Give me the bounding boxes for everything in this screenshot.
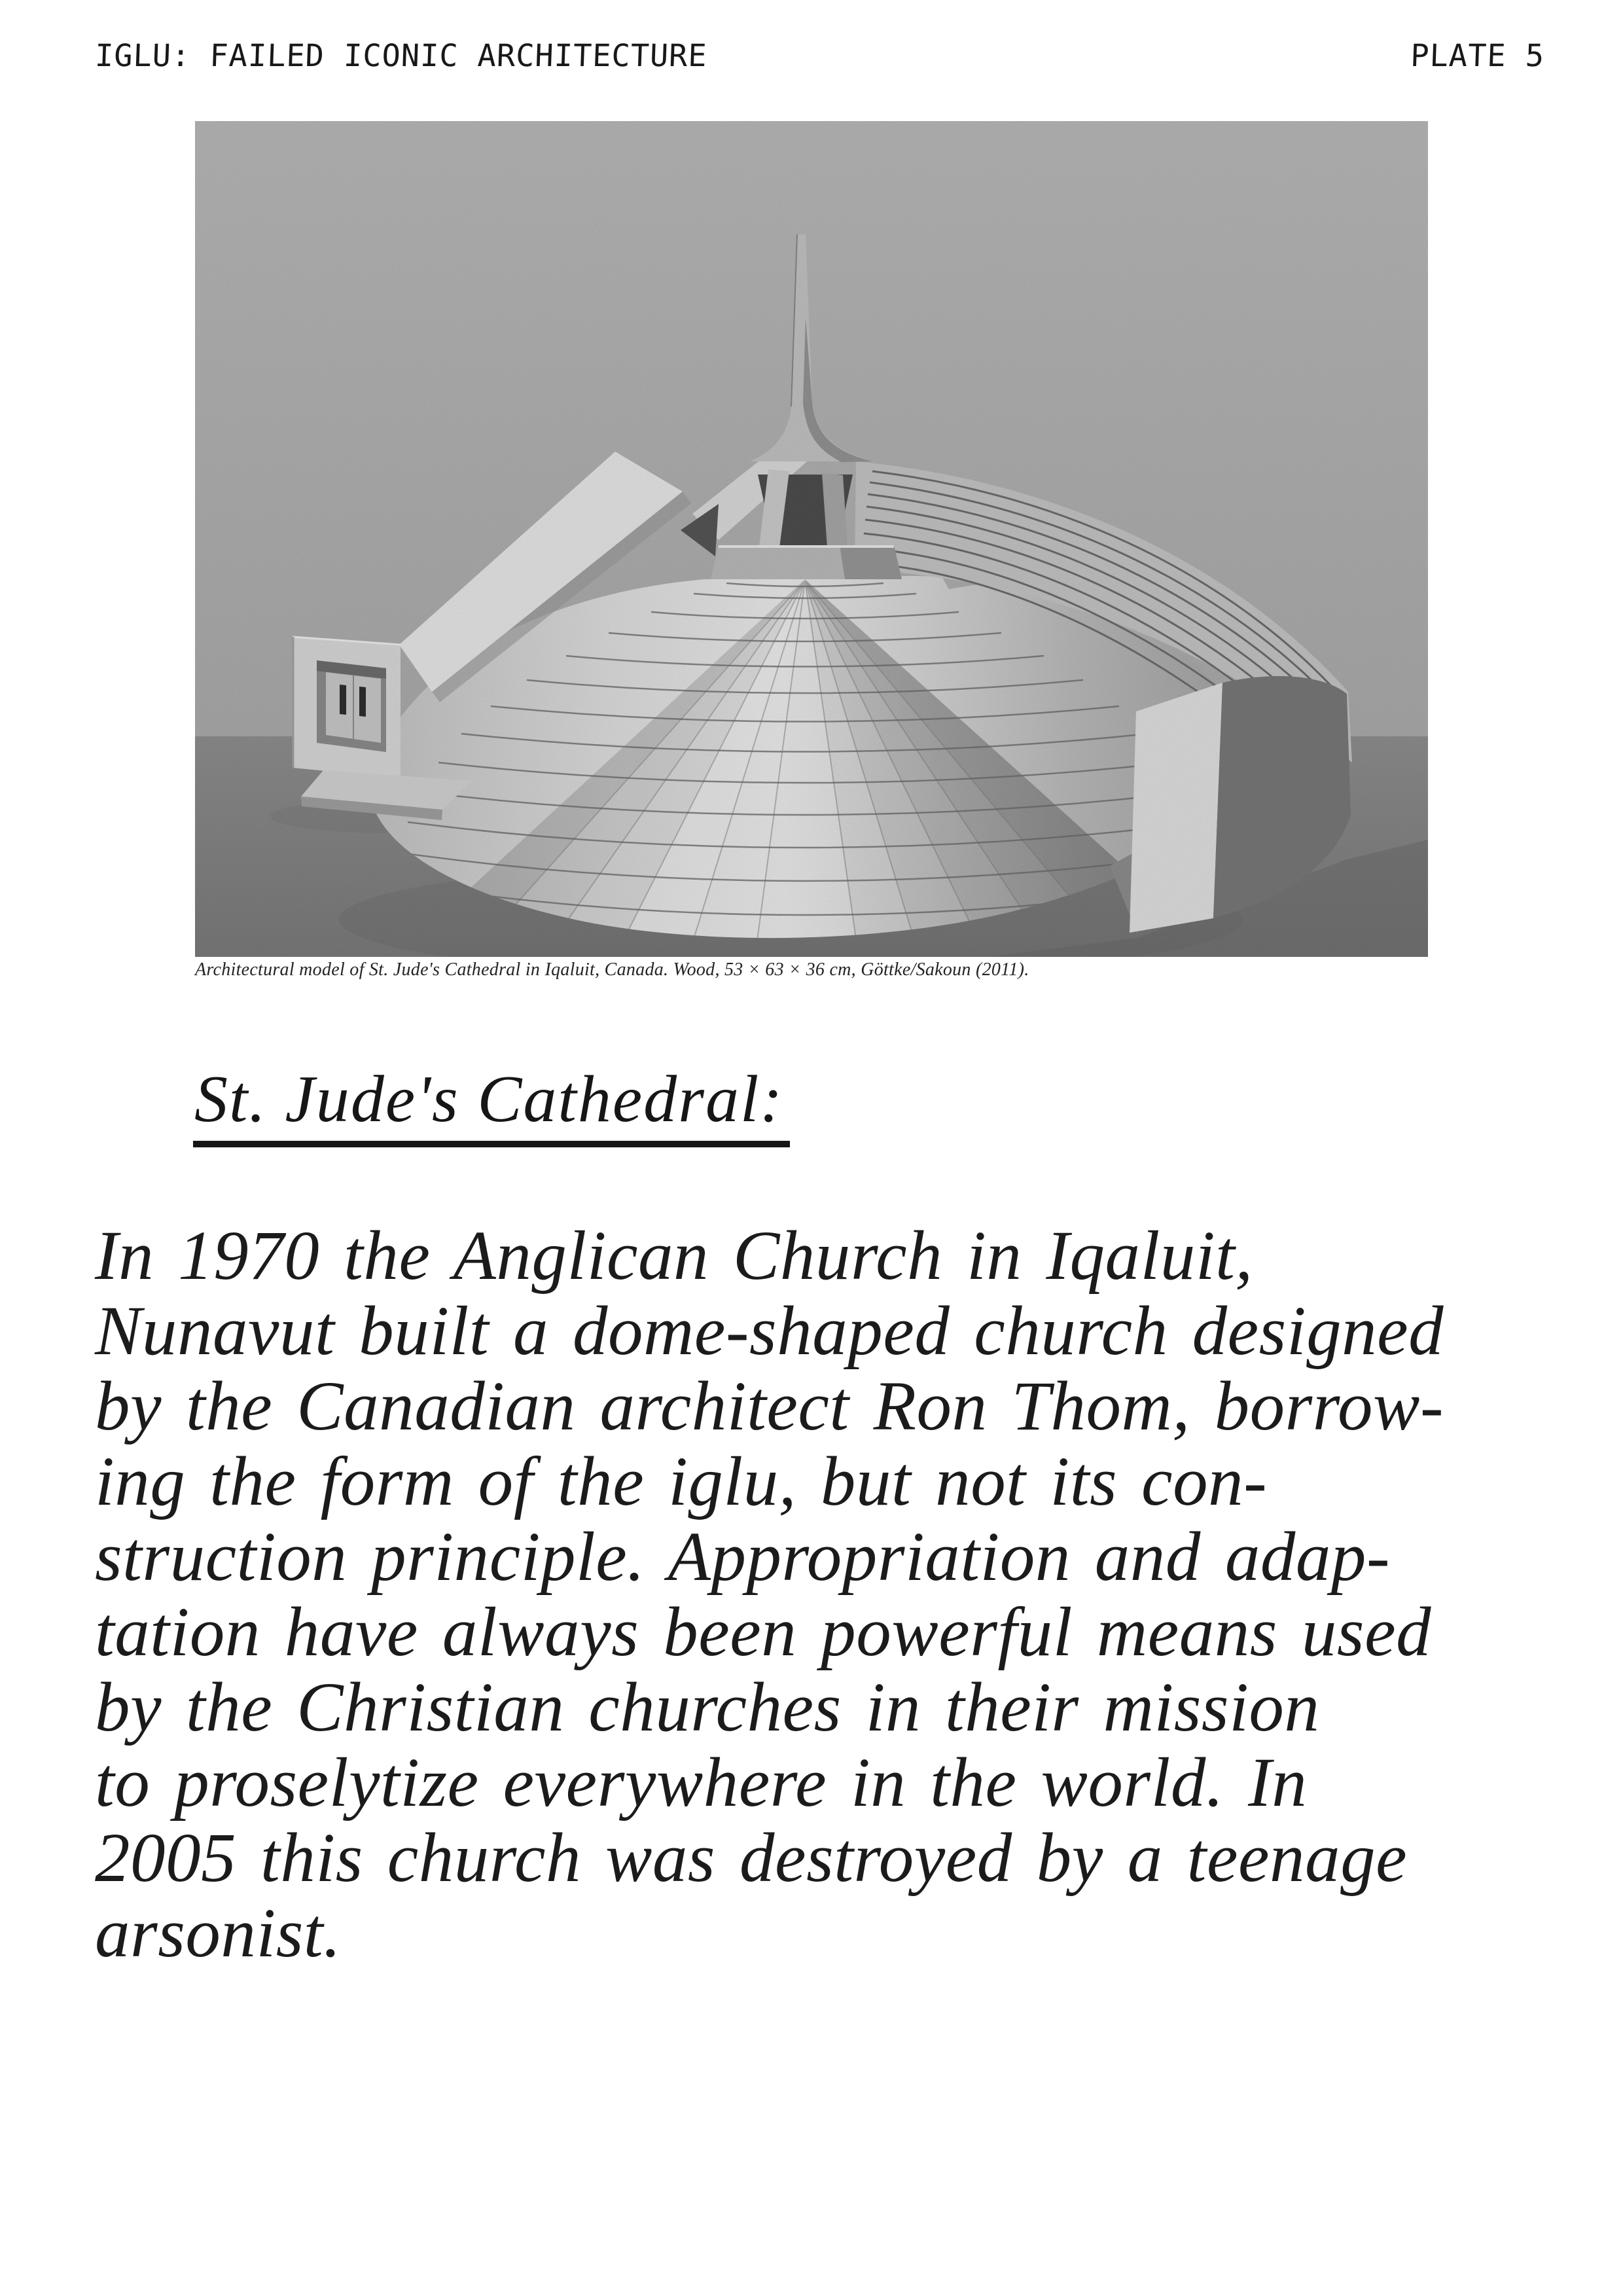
body-line: In 1970 the Anglican Church in Iqaluit, — [95, 1217, 1253, 1295]
body-line: ing the form of the iglu, but not its con- — [95, 1443, 1268, 1520]
body-line: arsonist. — [95, 1895, 342, 1972]
body-line: 2005 this church was destroyed by a teenage — [95, 1820, 1408, 1897]
plate-number: PLATE 5 — [1410, 38, 1545, 74]
body-line: Nunavut built a dome-shaped church designed — [95, 1293, 1444, 1370]
section-heading: St. Jude's Cathedral: — [193, 1064, 790, 1147]
body-line: struction principle. Appropriation and adap- — [95, 1518, 1391, 1596]
running-header-title: IGLU: FAILED ICONIC ARCHITECTURE — [94, 38, 708, 74]
model-photo — [195, 121, 1428, 957]
plate-figure — [195, 121, 1428, 957]
photo-grain — [195, 121, 1428, 957]
body-line: by the Christian churches in their mission — [95, 1669, 1320, 1746]
running-header — [94, 38, 1545, 74]
body-text — [95, 1219, 1541, 1971]
body-line: by the Canadian architect Ron Thom, borrow- — [95, 1368, 1444, 1445]
figure-caption: Architectural model of St. Jude's Cathedral in Iqaluit, Canada. Wood, 53 × 63 × 36 cm, Göttke/Sakoun (2011). — [195, 960, 1029, 980]
body-line: to proselytize everywhere in the world. In — [95, 1744, 1308, 1821]
body-line: tation have always been powerful means used — [95, 1594, 1432, 1671]
